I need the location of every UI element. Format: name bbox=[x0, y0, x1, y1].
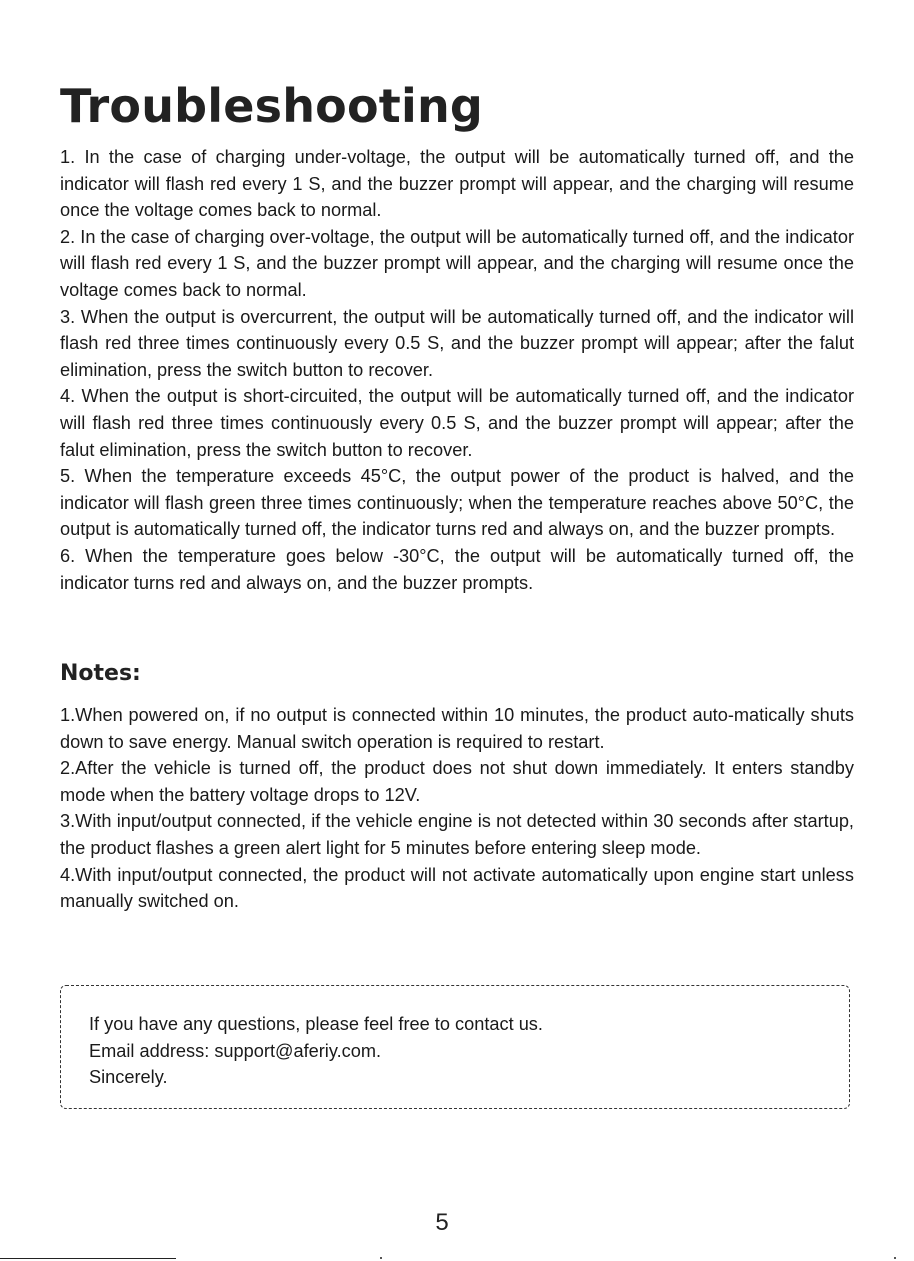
troubleshooting-item-3: 3. When the output is overcurrent, the output will be automatically turned off, and the indicator will flash red three times continuously every 0.5 S, and the buzzer prompt will appear; after the falut elimination, press the switch button to recover. bbox=[60, 306, 854, 380]
contact-text bbox=[89, 1011, 543, 1091]
troubleshooting-list bbox=[60, 144, 854, 596]
page-number: 5 bbox=[435, 1209, 449, 1236]
footer-rule bbox=[0, 1258, 176, 1259]
notes-list bbox=[60, 702, 854, 915]
troubleshooting-item-2: 2. In the case of charging over-voltage, the output will be automatically turned off, and the indicator will flash red every 1 S, and the buzzer prompt will appear, and the charging will resume once the voltage comes back to normal. bbox=[60, 226, 854, 300]
troubleshooting-item-5: 5. When the temperature exceeds 45°C, the output power of the product is halved, and the indicator will flash green three times continuously; when the temperature reaches above 50°C, the output is automatically turned off, the indicator turns red and always on, and the buzzer prompts. bbox=[60, 466, 854, 540]
troubleshooting-item-4: 4. When the output is short-circuited, the output will be automatically turned off, and the indicator will flash red three times continuously every 0.5 S, and the buzzer prompt will appear; after the falut elimination, press the switch button to recover. bbox=[60, 386, 854, 460]
contact-box bbox=[60, 985, 850, 1109]
contact-line-email: Email address: support@aferiy.com. bbox=[89, 1040, 382, 1061]
note-item-2: 2.After the vehicle is turned off, the product does not shut down immediately. It enters standby mode when the battery voltage drops to 12V. bbox=[60, 758, 854, 805]
notes-heading: Notes: bbox=[60, 661, 141, 686]
note-item-3: 3.With input/output connected, if the vehicle engine is not detected within 30 seconds after startup, the product flashes a green alert light for 5 minutes before entering sleep mode. bbox=[60, 811, 854, 858]
troubleshooting-item-6: 6. When the temperature goes below -30°C, the output will be automatically turned off, the indicator turns red and always on, and the buzzer prompts. bbox=[60, 545, 854, 593]
contact-line-signoff: Sincerely. bbox=[89, 1067, 168, 1087]
page-title: Troubleshooting bbox=[60, 79, 484, 133]
contact-line-questions: If you have any questions, please feel free to contact us. bbox=[89, 1014, 543, 1034]
note-item-1: 1.When powered on, if no output is connected within 10 minutes, the product auto-matically shuts down to save energy. Manual switch operation is required to restart. bbox=[60, 705, 854, 752]
note-item-4: 4.With input/output connected, the product will not activate automatically upon engine start unless manually switched on. bbox=[60, 864, 854, 912]
troubleshooting-item-1: 1. In the case of charging under-voltage, the output will be automatically turned off, and the indicator will flash red every 1 S, and the buzzer prompt will appear, and the charging will resume once the voltage comes back to normal. bbox=[60, 147, 854, 221]
footer-dot bbox=[894, 1257, 896, 1259]
footer-dot bbox=[380, 1257, 382, 1259]
